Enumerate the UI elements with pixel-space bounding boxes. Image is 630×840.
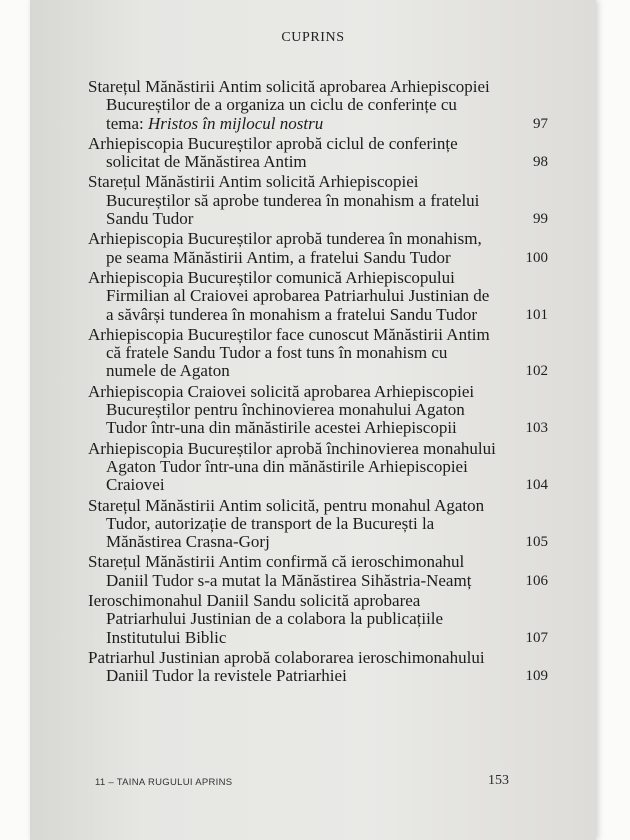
toc-entry	[88, 326, 548, 381]
toc-entry-text: Arhiepiscopia Craiovei solicită aprobarea Arhiepiscopiei Bucureștilor pentru închinovierea monahului Agaton Tudor într-una din mănăstirile acestei Arhiepiscopii	[88, 381, 475, 438]
toc-entry-page: 106	[525, 572, 548, 589]
toc-entry-text: Arhiepiscopia Bucureștilor aprobă tunderea în monahism, pe seama Mănăstirii Antim, a fratelui Sandu Tudor	[88, 229, 482, 267]
toc-entry-page: 101	[525, 306, 548, 323]
toc-entry	[88, 78, 548, 133]
toc-entry	[88, 497, 548, 552]
toc-entry-page: 107	[525, 629, 548, 646]
toc-entry-title	[88, 77, 498, 133]
toc-entry-text: Arhiepiscopia Bucureștilor face cunoscut Mănăstirii Antim că fratele Sandu Tudor a fost tuns în monahism cu numele de Agaton	[88, 324, 490, 381]
toc-entry-page: 102	[525, 363, 548, 380]
toc-entry-text: Arhiepiscopia Bucureștilor aprobă închinovierea monahului Agaton Tudor într-una din mănăstirile Arhiepiscopiei Craiovei	[88, 438, 496, 495]
toc-entry-page: 97	[533, 115, 548, 132]
signature-mark: 11 – TAINA RUGULUI APRINS	[95, 777, 233, 788]
toc-entry-text: Starețul Mănăstirii Antim solicită aprobarea Arhiepiscopiei Bucureștilor de a organiza un ciclu de conferințe cu tema:	[88, 77, 490, 133]
toc-entry-title	[88, 495, 498, 552]
toc-entry-page: 99	[533, 211, 548, 228]
page-header: CUPRINS	[281, 30, 345, 45]
toc-entry-text: Starețul Mănăstirii Antim solicită, pentru monahul Agaton Tudor, autorizație de transport de la București la Mănăstirea Crasna-Gorj	[88, 495, 485, 552]
toc-entry	[88, 553, 548, 590]
toc-entry-page: 103	[525, 420, 548, 437]
toc-entry-title	[88, 267, 498, 324]
toc-entry-title	[88, 552, 498, 590]
toc-entry-text: Arhiepiscopia Bucureștilor comunică Arhiepiscopului Firmilian al Craiovei aprobarea Patriarhului Justinian de a săvârși tunderea în monahism a fratelui Sandu Tudor	[88, 267, 490, 324]
toc-entry-title	[88, 591, 498, 647]
toc-entry-title	[88, 647, 498, 686]
toc-entry-text: Starețul Mănăstirii Antim confirmă că ieroschimonahul Daniil Tudor s-a mutat la Mănăstirea Sihăstria-Neamț	[88, 552, 472, 590]
toc-entry-page: 98	[533, 154, 548, 171]
toc-entry-title	[88, 172, 498, 229]
toc-entry-page: 109	[525, 668, 548, 685]
toc-entry-page: 104	[525, 477, 548, 494]
toc-entry-title	[88, 381, 498, 438]
toc-entry	[88, 440, 548, 495]
page-number: 153	[488, 773, 509, 788]
toc-entry-italic-title: Hristos în mijlocul nostru	[148, 113, 324, 133]
toc-entry	[88, 649, 548, 686]
toc-entry-text: Arhiepiscopia Bucureștilor aprobă ciclul de conferințe solicitat de Mănăstirea Antim	[88, 133, 458, 172]
toc-entry	[88, 135, 548, 172]
toc-entry-title	[88, 133, 498, 172]
toc-entry-page: 100	[525, 249, 548, 266]
toc-entry-title	[88, 438, 498, 495]
toc-entry-text: Patriarhul Justinian aprobă colaborarea ieroschimonahului Daniil Tudor la revistele Patriarhiei	[88, 647, 485, 686]
book-page	[30, 0, 596, 840]
table-of-contents	[88, 78, 548, 688]
toc-entry	[88, 173, 548, 228]
toc-entry	[88, 230, 548, 267]
toc-entry-text: Starețul Mănăstirii Antim solicită Arhiepiscopiei Bucureștilor să aprobe tunderea în monahism a fratelui Sandu Tudor	[88, 172, 480, 229]
toc-entry-title	[88, 324, 498, 381]
toc-entry	[88, 269, 548, 324]
toc-entry	[88, 383, 548, 438]
toc-entry-title	[88, 229, 498, 267]
toc-entry	[88, 592, 548, 647]
toc-entry-text: Ieroschimonahul Daniil Sandu solicită aprobarea Patriarhului Justinian de a colabora la publicațiile Institutului Biblic	[88, 591, 444, 647]
toc-entry-page: 105	[525, 534, 548, 551]
